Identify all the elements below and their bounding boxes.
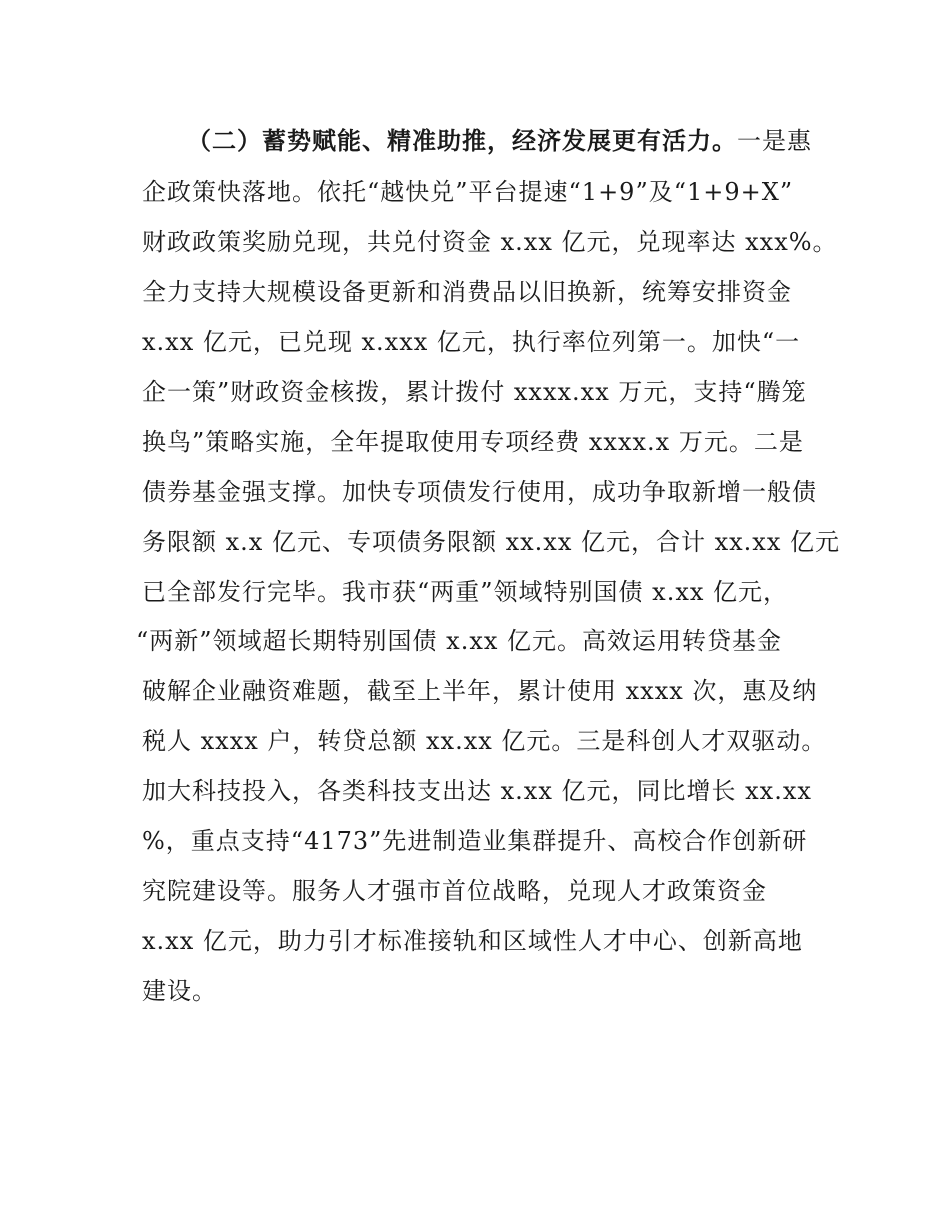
text-line-5: x.xx 亿元，已兑现 x.xxx 亿元，执行率位列第一。加快“一 — [142, 328, 801, 356]
text-line-14: 加大科技投入，各类科技支出达 x.xx 亿元，同比增长 xx.xx — [142, 777, 812, 805]
text-line-6: 企一策”财政资金核拨，累计拨付 xxxx.xx 万元，支持“腾笼 — [142, 378, 807, 406]
line-1-tail: 一是惠 — [737, 127, 812, 155]
text-line-1 — [187, 126, 812, 156]
text-line-11: “两新”领域超长期特别国债 x.xx 亿元。高效运用转贷基金 — [136, 627, 783, 655]
text-line-2: 企政策快落地。依托“越快兑”平台提速“1+9”及“1+9+X” — [142, 178, 794, 206]
text-line-16: 究院建设等。服务人才强市首位战略，兑现人才政策资金 — [142, 877, 767, 905]
text-line-7: 换鸟”策略实施，全年提取使用专项经费 xxxx.x 万元。二是 — [142, 428, 804, 456]
text-line-4: 全力支持大规模设备更新和消费品以旧换新，统筹安排资金 — [142, 278, 792, 306]
text-line-10: 已全部发行完毕。我市获“两重”领域特别国债 x.xx 亿元， — [142, 578, 789, 606]
section-heading: （二）蓄势赋能、精准助推，经济发展更有活力。 — [187, 126, 737, 155]
text-line-3: 财政政策奖励兑现，共兑付资金 x.xx 亿元，兑现率达 xxx%。 — [142, 228, 838, 256]
text-line-9: 务限额 x.x 亿元、专项债务限额 xx.xx 亿元，合计 xx.xx 亿元 — [142, 528, 841, 556]
text-line-8: 债券基金强支撑。加快专项债发行使用，成功争取新增一般债 — [142, 478, 817, 506]
text-line-18: 建设。 — [142, 977, 217, 1005]
text-line-17: x.xx 亿元，助力引才标准接轨和区域性人才中心、创新高地 — [142, 927, 803, 955]
text-line-12: 破解企业融资难题，截至上半年，累计使用 xxxx 次，惠及纳 — [142, 677, 818, 705]
text-line-15: %，重点支持“4173”先进制造业集群提升、高校合作创新研 — [142, 827, 808, 855]
text-line-13: 税人 xxxx 户，转贷总额 xx.xx 亿元。三是科创人才双驱动。 — [142, 727, 827, 755]
